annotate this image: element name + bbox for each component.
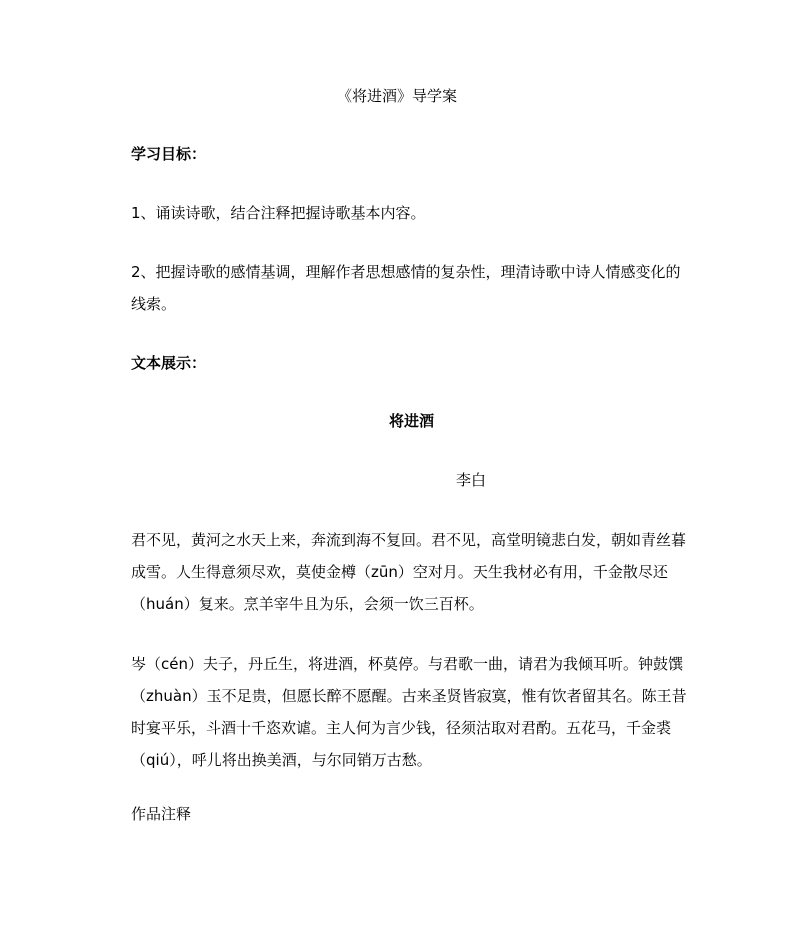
- poem-stanza-2: 岑（cén）夫子，丹丘生，将进酒，杯莫停。与君歌一曲，请君为我倾耳听。钟鼓馔（zhuàn）玉不足贵，但愿长醉不愿醒。古来圣贤皆寂寞，惟有饮者留其名。陈王昔时宴平乐，斗酒十千恣欢谑。主人何为言少钱，径须沽取对君酌。五花马，千金裘（qiú），呼儿将出换美酒，与尔同销万古愁。: [131, 655, 687, 769]
- poem-stanza-1: 君不见，黄河之水天上来，奔流到海不复回。君不见，高堂明镜悲白发，朝如青丝暮成雪。人生得意须尽欢，莫使金樽（zūn）空对月。天生我材必有用，千金散尽还（huán）复来。烹羊宰牛且为乐，会须一饮三百杯。: [131, 531, 687, 613]
- goal-item-2: 2、把握诗歌的感情基调，理解作者思想感情的复杂性，理清诗歌中诗人情感变化的线索。: [131, 263, 681, 313]
- text-heading: 文本展示：: [131, 354, 207, 372]
- goals-heading: 学习目标：: [131, 145, 207, 163]
- goal-item-1: 1、诵读诗歌，结合注释把握诗歌基本内容。: [131, 204, 426, 222]
- poem-title: 将进酒: [389, 412, 435, 430]
- document-title: 《将进酒》导学案: [336, 87, 457, 105]
- notes-heading: 作品注释: [131, 805, 192, 823]
- poem-author: 李白: [456, 471, 487, 489]
